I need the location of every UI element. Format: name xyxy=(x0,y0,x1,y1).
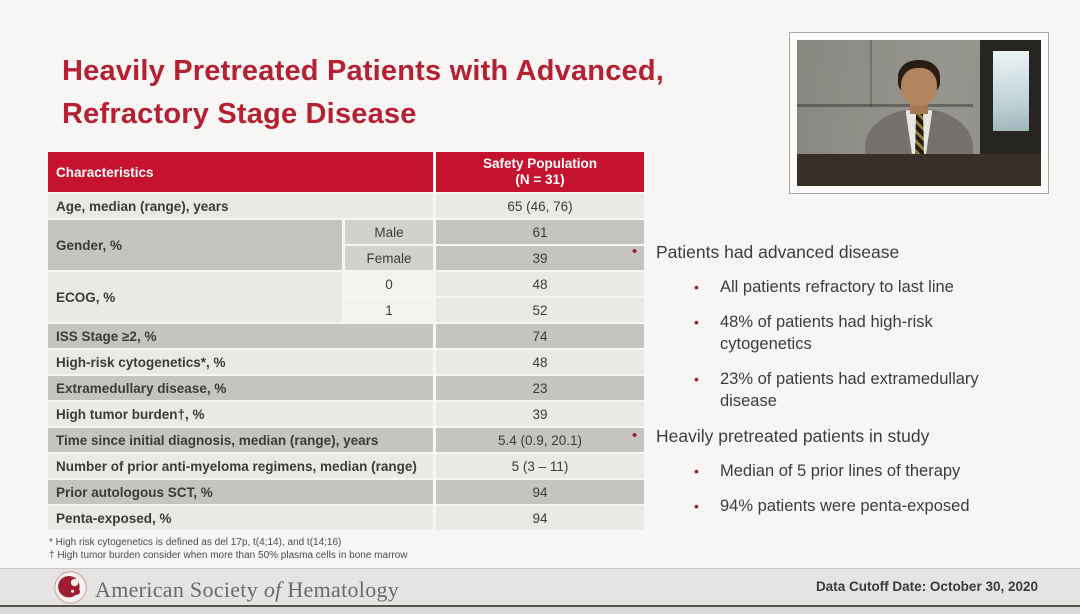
footnote: † High tumor burden consider when more than 50% plasma cells in bone marrow xyxy=(49,550,408,561)
row-label: High tumor burden†, % xyxy=(48,402,433,426)
row-value: 74 xyxy=(436,324,644,348)
table-row xyxy=(48,220,644,244)
table-row xyxy=(48,376,644,400)
table-row xyxy=(48,402,644,426)
bullet-text: 94% patients were penta-exposed xyxy=(720,497,970,515)
bullet-text: Heavily pretreated patients in study xyxy=(656,426,930,446)
table-header-row xyxy=(48,152,644,192)
row-value: 48 xyxy=(436,272,644,296)
row-label: Penta-exposed, % xyxy=(48,506,433,530)
bullet-icon: • xyxy=(694,498,699,514)
bullet-text: Median of 5 prior lines of therapy xyxy=(720,462,961,480)
row-label: ECOG, % xyxy=(48,272,342,322)
bullet-text: All patients refractory to last line xyxy=(720,278,954,296)
table-row xyxy=(48,454,644,478)
row-value: 48 xyxy=(436,350,644,374)
row-value: 65 (46, 76) xyxy=(436,194,644,218)
bullet-text: 48% of patients had high-risk cytogenetics xyxy=(720,313,933,353)
footnote: * High risk cytogenetics is defined as del 17p, t(4;14), and t(14;16) xyxy=(49,537,342,548)
ash-brand xyxy=(54,571,399,609)
bullet-text: 23% of patients had extramedullary disease xyxy=(720,370,979,410)
table-footnotes xyxy=(49,536,408,562)
bullet-icon: • xyxy=(632,243,638,260)
table-header-characteristics: Characteristics xyxy=(48,152,433,192)
bullet-item xyxy=(694,495,1052,517)
slide-title xyxy=(62,50,782,136)
row-label: Prior autologous SCT, % xyxy=(48,480,433,504)
row-label: Extramedullary disease, % xyxy=(48,376,433,400)
row-sublabel: 1 xyxy=(345,298,433,322)
table-row xyxy=(48,324,644,348)
window-pane xyxy=(993,51,1028,131)
bullet-text: Patients had advanced disease xyxy=(656,242,900,262)
row-value: 61 xyxy=(436,220,644,244)
presenter-webcam xyxy=(789,32,1049,194)
row-label: High-risk cytogenetics*, % xyxy=(48,350,433,374)
window-sill xyxy=(797,154,1041,186)
bullet-item xyxy=(632,241,1052,263)
bullet-item xyxy=(694,460,1052,482)
bullet-icon: • xyxy=(632,427,638,444)
footer-bar xyxy=(0,568,1080,606)
row-sublabel: 0 xyxy=(345,272,433,296)
row-value: 39 xyxy=(436,246,644,270)
bullet-item xyxy=(694,368,1052,412)
row-value: 52 xyxy=(436,298,644,322)
row-value: 5 (3 – 11) xyxy=(436,454,644,478)
row-label: ISS Stage ≥2, % xyxy=(48,324,433,348)
presenter-face xyxy=(901,68,937,107)
characteristics-table xyxy=(45,150,647,532)
row-label: Number of prior anti-myeloma regimens, median (range) xyxy=(48,454,433,478)
row-value: 39 xyxy=(436,402,644,426)
ash-logo-icon xyxy=(54,571,87,609)
table-row xyxy=(48,350,644,374)
bottom-strip xyxy=(0,607,1080,614)
bullet-icon: • xyxy=(694,279,699,295)
bullet-icon: • xyxy=(694,314,699,330)
slide-title-line2: Refractory Stage Disease xyxy=(62,98,417,130)
table-row xyxy=(48,428,644,452)
row-value: 94 xyxy=(436,480,644,504)
slide-title-line1: Heavily Pretreated Patients with Advanced, xyxy=(62,55,665,87)
summary-bullets xyxy=(632,241,1052,530)
bullet-item xyxy=(632,425,1052,447)
row-value: 23 xyxy=(436,376,644,400)
row-value: 5.4 (0.9, 20.1) xyxy=(436,428,644,452)
presenter-video xyxy=(797,40,1041,186)
row-label: Time since initial diagnosis, median (range), years xyxy=(48,428,433,452)
table-row xyxy=(48,194,644,218)
ash-org-name: American Society of Hematology xyxy=(95,577,400,602)
table-row xyxy=(48,506,644,530)
row-label: Age, median (range), years xyxy=(48,194,433,218)
row-value: 94 xyxy=(436,506,644,530)
bullet-item xyxy=(694,276,1052,298)
row-label: Gender, % xyxy=(48,220,342,270)
row-sublabel: Female xyxy=(345,246,433,270)
table-header-safety-population: Safety Population (N = 31) xyxy=(436,152,644,192)
data-cutoff-date: Data Cutoff Date: October 30, 2020 xyxy=(815,579,1038,594)
bullet-item xyxy=(694,311,1052,355)
bullet-icon: • xyxy=(694,371,699,387)
table-row xyxy=(48,480,644,504)
table-row xyxy=(48,272,644,296)
bullet-icon: • xyxy=(694,463,699,479)
row-sublabel: Male xyxy=(345,220,433,244)
